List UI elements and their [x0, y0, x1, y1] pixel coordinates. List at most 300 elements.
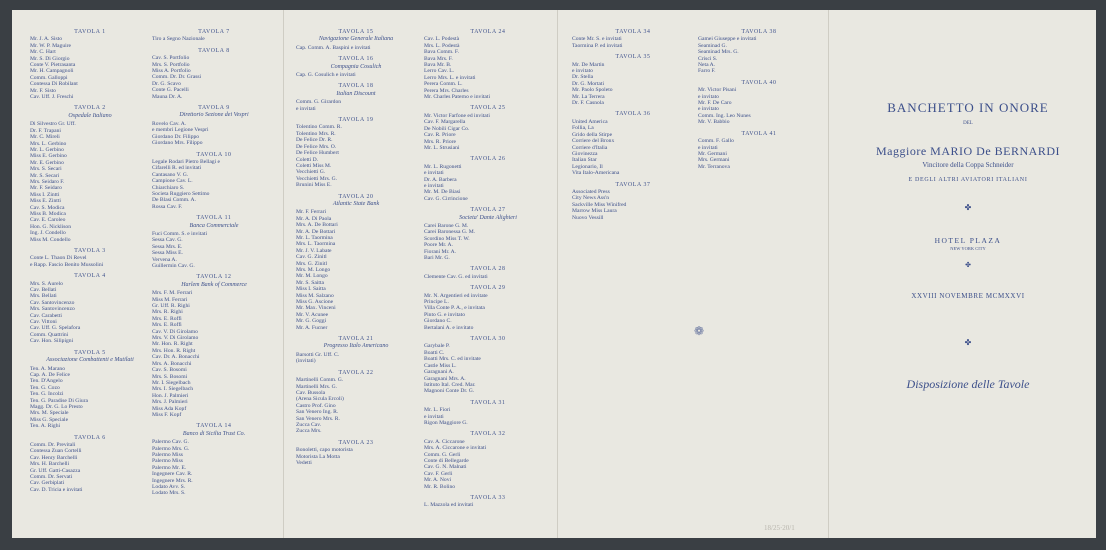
- guest-name: Ten. G. Cozo: [30, 384, 60, 391]
- guest-name: Mr. E. Gerbino: [30, 159, 64, 166]
- cover-venue: HOTEL PLAZA: [934, 236, 1002, 245]
- guest-name: Ingegnere Cav. R.: [152, 471, 193, 478]
- guest-name: Conte V. Pietrasanta: [30, 62, 76, 69]
- guest-name: Mrs. H. Barchelli: [30, 461, 70, 468]
- guest-name: Coletti Miss M.: [296, 162, 332, 169]
- guest-name: Mr. J. V. Labate: [296, 247, 332, 254]
- guest-name: Zucca Mrs.: [296, 428, 322, 435]
- guest-name: Chiarchiaro S.: [152, 184, 185, 191]
- guest-name: Mrs. V. Di Girolamo: [152, 335, 199, 342]
- table-heading: TAVOLA 9: [198, 105, 230, 112]
- table-heading: TAVOLA 31: [470, 399, 506, 406]
- guest-name: Mrs. R. Righi: [152, 309, 183, 316]
- guest-name: Gr. Uff. R. Righi: [152, 303, 190, 310]
- guest-name: Giordano Mrs. Filippo: [152, 140, 203, 147]
- guest-name: Comm. G. Girardon: [296, 99, 342, 106]
- guest-name: Sessa Cav. G.: [152, 237, 183, 244]
- cover-subtitle: Vincitore della Coppa Schneider: [922, 161, 1014, 169]
- cover-city: NEW YORK CITY: [950, 246, 986, 251]
- guest-name: Palermo Cav. G.: [152, 439, 189, 446]
- guest-name: Mr. W. P. Maguire: [30, 42, 72, 49]
- guest-name: Barsotti Gr. Uff. C.: [296, 351, 340, 358]
- guest-name: Dr. F. Trapani: [30, 127, 61, 134]
- guest-name: Miss G. Ascione: [296, 299, 334, 306]
- guest-name: Mr. L. Taormina: [296, 234, 333, 241]
- guest-name: Miss B. Modica: [30, 210, 66, 217]
- guest-name: Mrs. S. Bosomi: [152, 373, 188, 380]
- table-column-3: [296, 24, 416, 466]
- guest-name: San Venero Mrs. R.: [296, 415, 340, 422]
- guest-name: Sackville Miss Winifred: [572, 201, 627, 208]
- guest-name: Mr. C. Mireli: [30, 134, 60, 141]
- guest-name: Mr. Victor Pisani: [698, 87, 737, 94]
- table-heading: TAVOLA 11: [196, 215, 232, 222]
- guest-name: Mrs. J. Palmieri: [152, 399, 188, 406]
- guest-name: Villa Conte P. A., e invitata: [424, 305, 485, 312]
- guest-name: Comm. G. Gerli: [424, 451, 461, 458]
- guest-name: Associated Press: [572, 188, 610, 195]
- guest-name: Perera Comm. L.: [424, 81, 463, 88]
- guest-name: Comm. F. Gallo: [698, 138, 734, 145]
- guest-name: Contessa Zuan Cortelli: [30, 448, 82, 455]
- table-heading: TAVOLA 34: [615, 29, 651, 35]
- table-heading: TAVOLA 38: [741, 29, 777, 35]
- guest-name: Mrs. I. Siegelbach: [152, 386, 194, 393]
- table-heading: TAVOLA 41: [741, 130, 777, 137]
- guest-name: Mr. H. Campagnoli: [30, 68, 74, 75]
- guest-name: Mrs. S. Aurelo: [30, 280, 63, 287]
- guest-name: Mr. A. Di Paola: [296, 215, 332, 222]
- guest-name: Tolentino Mrs. R.: [296, 130, 336, 137]
- guest-name: Palermo Miss: [152, 451, 183, 458]
- table-sponsor: Progresso Italo Americano: [323, 343, 389, 350]
- table-heading: TAVOLA 28: [470, 266, 506, 273]
- guest-name: De Felice Humbert: [296, 150, 339, 157]
- guest-name: Tiro a Segno Nazionale: [152, 36, 205, 43]
- guest-name: Miss E. Gerbino: [30, 153, 67, 160]
- guest-name: Bonoletti, capo motorista: [296, 447, 353, 454]
- guest-name: Comm. Dr. Previtali: [30, 441, 76, 448]
- guest-name: Corriere d'Italia: [572, 144, 608, 151]
- guest-name: Hon. J. Palmieri: [152, 392, 189, 399]
- guest-name: Comm. Dr. Servati: [30, 474, 73, 480]
- cover-del: DEL: [963, 121, 973, 126]
- cover-subtitle-2: E DEGLI ALTRI AVIATORI ITALIANI: [908, 177, 1028, 183]
- table-sponsor: Associazione Combattenti e Mutilati: [46, 357, 134, 364]
- guest-name: Grido della Stirpe: [572, 131, 613, 138]
- guest-name: Mrs. A. Bonacchi: [152, 360, 192, 367]
- guest-name: Bava Mrs. F.: [424, 55, 453, 62]
- guest-name: Mr. Paolo Spoleto: [572, 87, 613, 94]
- table-heading: TAVOLA 19: [338, 117, 374, 124]
- guest-name: Mrs. Seidaro F.: [30, 178, 65, 185]
- table-heading: TAVOLA 29: [470, 285, 506, 292]
- guest-name: Istituto Ital. Cred. Mar.: [424, 381, 476, 388]
- guest-name: Seaminad Mrs. G.: [698, 49, 739, 56]
- table-heading: TAVOLA 35: [615, 54, 651, 61]
- guest-name: Mr. L. Gerbino: [30, 146, 64, 153]
- guest-name: Dr. G. Mortati: [572, 80, 605, 87]
- guest-name: Cav. E. Caroleo: [30, 217, 66, 224]
- table-heading: TAVOLA 36: [615, 111, 651, 118]
- table-sponsor: Banca Commerciale: [189, 222, 239, 229]
- guest-name: Mr. L. Fiori: [424, 407, 451, 414]
- table-heading: TAVOLA 18: [338, 83, 374, 90]
- table-heading: TAVOLA 12: [196, 274, 232, 281]
- guest-name: Mr. Hon. R. Right: [152, 341, 193, 348]
- guest-name: Giordano C.: [424, 318, 452, 325]
- table-column-4: [424, 24, 552, 509]
- guest-name: Bari Mr. G.: [424, 255, 450, 261]
- guest-name: Cap. A. De Felice: [30, 371, 70, 378]
- table-column-2: [152, 24, 276, 497]
- guest-name: Mr. Max. Vinceni: [296, 305, 336, 312]
- table-heading: TAVOLA 6: [74, 434, 106, 441]
- guest-name: Bava Comm. F.: [424, 49, 459, 56]
- table-heading: TAVOLA 7: [198, 29, 230, 35]
- guest-name: Italian Star: [572, 157, 597, 164]
- guest-name: De Felice Dr. R.: [296, 137, 333, 144]
- table-sponsor: Harlem Bank of Commerce: [181, 281, 247, 288]
- guest-name: Hon. G. Nicklison: [30, 223, 72, 230]
- table-sponsor: Italian Discount: [336, 90, 376, 97]
- guest-name: e invitati: [424, 413, 444, 420]
- guest-name: Legale Rodari Pietro Bellagi e: [152, 158, 221, 165]
- guest-name: De Blasi Comm. A.: [152, 197, 196, 204]
- guest-name: Scordino Miss T. W.: [424, 235, 470, 242]
- ornament-icon: ✤: [964, 203, 972, 212]
- cover-honoree: Maggiore MARIO De BERNARDI: [876, 144, 1060, 158]
- guest-name: Mr. S. Saitta: [296, 279, 324, 286]
- guest-name: Mr. F. De Caro: [698, 100, 732, 107]
- guest-name: Miss E. Zintti: [30, 198, 61, 205]
- guest-name: Cav. V. Di Girolamo: [152, 328, 198, 335]
- guest-name: Magnoni Conte Dr. G.: [424, 388, 475, 395]
- guest-name: Boatti Mrs. C. ed invitate: [424, 356, 481, 363]
- table-heading: TAVOLA 21: [338, 336, 374, 343]
- guest-name: United America: [572, 118, 608, 125]
- guest-name: Mr. C. Hart: [30, 49, 56, 56]
- guest-name: Cav. Hon. Silipigni: [30, 338, 74, 345]
- table-heading: TAVOLA 40: [741, 79, 777, 86]
- guest-name: Cav. G. N. Malnati: [424, 464, 467, 471]
- table-heading: TAVOLA 22: [338, 369, 374, 376]
- guest-name: Fiorani Mr. A.: [424, 248, 457, 255]
- guest-name: Mrs. Hon. R. Right: [152, 347, 196, 354]
- cover-panel: [840, 10, 1096, 538]
- guest-name: Perera Mrs. Charles: [424, 87, 469, 94]
- table-heading: TAVOLA 33: [470, 495, 506, 501]
- guest-name: Mr. A. De Bottari: [296, 228, 336, 235]
- guest-name: Cap. Comm. A. Baspini e invitati: [296, 44, 371, 51]
- guest-name: Vervena A.: [152, 256, 177, 263]
- guest-name: Mr. N. Argentieri ed invitate: [424, 292, 488, 299]
- guest-name: Motorista La Motta: [296, 453, 340, 460]
- guest-name: (Arena Sicula Ercoli): [296, 396, 344, 403]
- guest-name: e invitato: [698, 106, 719, 113]
- guest-name: Coletti D.: [296, 156, 319, 163]
- guest-name: Clemente Cav. G. ed invitati: [424, 273, 488, 280]
- table-heading: TAVOLA 27: [470, 207, 506, 214]
- guest-name: Neta A.: [698, 62, 716, 69]
- table-heading: TAVOLA 8: [198, 47, 230, 54]
- guest-name: Cav. S. Bosomi: [152, 367, 187, 374]
- guest-name: Mr. I. Siegelbach: [152, 379, 191, 386]
- guest-name: Pinto G. e invitato: [424, 311, 466, 318]
- guest-name: Cav. D. Tricia e invitati: [30, 486, 83, 493]
- table-heading: TAVOLA 37: [615, 181, 651, 188]
- guest-name: Lodato Mrs. S.: [152, 490, 186, 497]
- guest-name: Comm. Dr. Dr. Grassi: [152, 74, 202, 81]
- guest-name: Poore Mr. A.: [424, 242, 453, 249]
- guest-name: Mrs. Germani: [698, 157, 730, 164]
- guest-name: Cav. Henry Barchelli: [30, 454, 78, 461]
- guest-name: Zucca Cav.: [296, 421, 322, 428]
- table-heading: TAVOLA 14: [196, 423, 232, 430]
- guest-name: Miss M. Condello: [30, 236, 71, 243]
- guest-name: Follia, La: [572, 125, 594, 132]
- guest-name: Miss F. Kopf: [152, 411, 182, 418]
- guest-name: Mr. A. Novi: [424, 477, 452, 484]
- guest-name: Conte L. Thaon Di Revel: [30, 255, 87, 262]
- guest-name: Mrs. Santovincenzo: [30, 306, 75, 313]
- guest-name: Mrs. E. Roffi: [152, 322, 182, 329]
- guest-name: Rossa Cav. F.: [152, 203, 183, 210]
- guest-name: Ten. D'Angelo: [30, 378, 63, 385]
- guest-name: Comm. Galloppi: [30, 74, 68, 81]
- table-sponsor: Direttorio Sezione dei Vespri: [179, 112, 249, 119]
- guest-name: Cav. Dr. A. Bonacchi: [152, 354, 200, 361]
- guest-name: Garagnani Mrs. A.: [424, 375, 466, 382]
- fold-line: [828, 10, 829, 538]
- guest-name: e Rapp. Fascio Benito Mussolini: [30, 261, 104, 268]
- guest-name: Miss I. Zintti: [30, 191, 60, 198]
- guest-name: City News Ass'n: [572, 195, 610, 202]
- guest-name: Comm. Ing. Leo Nunes: [698, 112, 751, 119]
- guest-name: Miss I. Saitta: [296, 286, 326, 293]
- guest-name: Mr. F. Seidaro: [30, 185, 62, 192]
- table-sponsor: Atlantic State Bank: [332, 200, 380, 207]
- guest-name: Cav. Uff. J. Freschi: [30, 94, 74, 101]
- table-column-1: [30, 24, 150, 493]
- guest-name: Mr. G. Goggi: [296, 318, 327, 325]
- table-heading: TAVOLA 32: [470, 431, 506, 438]
- guest-name: Cav. Uff. G. Spelafora: [30, 325, 81, 332]
- guest-name: Garagnani A.: [424, 369, 454, 376]
- guest-name: Magg. Dr. G. Lo Presto: [30, 403, 83, 410]
- guest-name: Vedetti: [296, 459, 312, 466]
- guest-name: Mr. S. Di Giorgio: [30, 55, 70, 62]
- guest-name: Martinelli Comm. G.: [296, 377, 344, 384]
- table-heading: TAVOLA 23: [338, 439, 374, 446]
- guest-name: Cav. Bussola: [296, 389, 326, 396]
- guest-name: e invitati: [424, 170, 444, 177]
- guest-name: Taormina P. ed invitati: [572, 42, 623, 49]
- guest-name: Lodato Avv. S.: [152, 484, 186, 490]
- guest-name: Mr. L. Strusiani: [424, 144, 460, 151]
- table-sponsor: Banco di Sicilia Trust Co.: [182, 430, 246, 437]
- guest-name: San Venero Ing. R.: [296, 409, 339, 416]
- guest-name: Contessa Di Robilant: [30, 81, 78, 88]
- guest-name: Gr. Uff. Gatti-Casazza: [30, 467, 81, 474]
- table-heading: TAVOLA 20: [338, 193, 374, 200]
- guest-name: Gamei Giuseppe e invitati: [698, 36, 757, 43]
- guest-name: Mrs. A. Ciccarone e invitati: [424, 445, 487, 452]
- guest-name: Mr. De Martin: [572, 61, 605, 68]
- guest-name: e invitato: [698, 93, 719, 100]
- guest-name: Cav. R. Priore: [424, 132, 456, 139]
- guest-name: Farro F.: [698, 68, 716, 75]
- guest-name: Ten. G. Paradise Di Giura: [30, 397, 89, 404]
- guest-name: e invitati: [698, 144, 718, 151]
- guest-name: Martinelli Mrs. G.: [296, 383, 338, 390]
- guest-name: Mrs. L. Gerbino: [30, 140, 67, 147]
- guest-name: Cav. F. Margarella: [424, 119, 466, 126]
- table-sponsor: Compagnia Cosulich: [330, 63, 382, 70]
- guest-name: Mrs. F. M. Ferrari: [152, 290, 193, 297]
- table-column-6: [698, 24, 820, 170]
- table-column-5: [572, 24, 694, 221]
- guest-name: Mrs. A. De Bottari: [296, 222, 338, 229]
- guest-name: Bertalani A. e invitato: [424, 324, 474, 331]
- table-heading: TAVOLA 1: [74, 29, 106, 35]
- guest-name: Mrs. M. Speciale: [30, 410, 69, 417]
- guest-name: Boatti C.: [424, 349, 445, 356]
- guest-name: Cav. S. Modica: [30, 204, 65, 211]
- guest-name: Miss M. Ferrari: [152, 296, 188, 303]
- guest-name: Cav. S. Portfolio: [152, 55, 190, 62]
- guest-name: Palermo Mr. E.: [152, 464, 187, 471]
- guest-name: Principe L.: [424, 299, 449, 306]
- guest-name: Miss G. Speciale: [30, 416, 69, 423]
- cover-date: XXVIII NOVEMBRE MCMXXVI: [911, 292, 1025, 300]
- guest-name: Vecchietti Mrs. G.: [296, 175, 338, 182]
- cover-title: BANCHETTO IN ONORE: [887, 100, 1049, 115]
- table-heading: TAVOLA 30: [470, 336, 506, 343]
- ornament-icon: ✤: [964, 338, 972, 347]
- guest-name: Carei Barone G. M.: [424, 222, 469, 229]
- guest-name: Cifarelli R. ed invitati: [152, 165, 202, 172]
- guest-name: Mr. F. Ferrari: [296, 209, 327, 216]
- guest-name: Mr. S. Secari: [30, 172, 60, 179]
- table-heading: TAVOLA 2: [74, 105, 106, 112]
- guest-name: Rigon Maggiore G.: [424, 419, 468, 426]
- guest-name: Mr. L. Rugonetti: [424, 163, 462, 170]
- guest-name: Lerro Mrs. L. e invitati: [424, 74, 476, 81]
- guest-name: Miss M. Salzano: [296, 292, 334, 299]
- guest-name: Cav. Vittoni: [30, 319, 57, 326]
- menu-sheet: [12, 10, 1096, 538]
- guest-name: Mrs. R. Priore: [424, 138, 457, 145]
- guest-name: e invitati: [424, 182, 444, 189]
- guest-name: Mr. A. Fucner: [296, 324, 328, 331]
- guest-name: Cav. Santovincenzo: [30, 299, 75, 306]
- guest-name: Mrs. Bellati: [30, 293, 57, 300]
- guest-name: Miss Ada Kopf: [152, 405, 187, 412]
- guest-name: Ten. A. Righi: [30, 423, 61, 430]
- guest-name: Conte G. Pacelli: [152, 87, 189, 94]
- table-sponsor: Navigazione Generale Italiana: [318, 36, 394, 43]
- guest-name: (invitati): [296, 358, 316, 365]
- guest-name: Mrs. E. Roffi: [152, 315, 182, 322]
- guest-name: e invitati: [296, 105, 316, 112]
- guest-name: Mrs. L. Taormina: [296, 241, 336, 248]
- guest-name: Mr. Terranova: [698, 163, 730, 170]
- guest-name: Sessa Miss E.: [152, 250, 183, 257]
- guest-name: Mr. J. A. Sisto: [30, 36, 63, 43]
- guest-name: Rovelo Cav. A.: [152, 120, 187, 127]
- guest-name: Dr. Stella: [572, 74, 594, 81]
- guest-name: Conte Mr. S. e invitati: [572, 36, 622, 43]
- guest-name: Bava Mr. B.: [424, 62, 452, 69]
- guest-name: Mr. Victor Farfone ed invitati: [424, 112, 490, 119]
- guest-name: L. Mazzola ed invitati: [424, 502, 474, 509]
- guest-name: Mrs. S. Secari: [30, 166, 62, 173]
- guest-name: Guillermin Cav. G.: [152, 263, 195, 269]
- guest-name: Cav. A. Ciccarone: [424, 438, 465, 445]
- guest-name: Nuovo Vessill: [572, 214, 604, 221]
- cover-heading: Disposizione delle Tavole: [906, 377, 1030, 391]
- table-heading: TAVOLA 3: [74, 248, 106, 254]
- guest-name: Cav. G. Cirrincione: [424, 195, 468, 202]
- guest-name: Seaminad G.: [698, 42, 727, 49]
- guest-name: Carei Baronessa G. M.: [424, 229, 476, 236]
- guest-name: Cap. G. Cosulich e invitati: [296, 72, 356, 79]
- table-sponsor: Ospedale Italiano: [68, 112, 112, 119]
- guest-name: Mr. F. Sisto: [30, 87, 56, 94]
- floral-ornament-icon: ❁: [694, 324, 705, 338]
- guest-name: Mauna Dr. A.: [152, 93, 183, 100]
- guest-name: Corriere del Bronx: [572, 138, 615, 145]
- guest-name: Marrow Miss Laura: [572, 208, 617, 215]
- guest-name: e membri Legione Vespri: [152, 127, 209, 134]
- guest-name: Sessa Mrs. E.: [152, 243, 183, 250]
- fold-line: [557, 10, 558, 538]
- fold-line: [283, 10, 284, 538]
- table-sponsor: Societa' Dante Alighieri: [459, 214, 517, 221]
- guest-name: Cav. Bellati: [30, 287, 57, 294]
- archive-stamp: 18/25·20/1: [764, 524, 795, 532]
- table-heading: TAVOLA 26: [470, 156, 506, 163]
- guest-name: Mr. R. Bolino: [424, 483, 456, 490]
- guest-name: Mrs. M. Longo: [296, 267, 331, 273]
- guest-name: Cav. G. Zinitl: [296, 254, 327, 261]
- guest-name: Palermo Miss: [152, 458, 183, 465]
- guest-name: Vita Italo-Americana: [572, 170, 620, 177]
- guest-name: Cantasano V. G.: [152, 171, 189, 178]
- guest-name: Cav. F. Gerli: [424, 470, 453, 477]
- guest-name: Castro Prof. Gino: [296, 402, 336, 409]
- guest-name: Mr. V. Acunee: [296, 311, 329, 318]
- guest-name: e invitato: [572, 68, 593, 75]
- guest-name: Mrs. L. Podestà: [424, 42, 460, 49]
- guest-name: Di Silvestro Gr. Uff.: [30, 121, 76, 128]
- guest-name: Giovinezza: [572, 150, 598, 157]
- guest-name: Ten. A. Marano: [30, 365, 66, 372]
- guest-name: Mr. M. De Biasi: [424, 189, 461, 196]
- table-heading: TAVOLA 10: [196, 151, 232, 158]
- guest-name: Cav. L. Podestà: [424, 36, 460, 43]
- guest-name: Mr. Germani: [698, 150, 727, 157]
- guest-name: Ten. G. Incolzi: [30, 391, 64, 398]
- guest-name: Mr. M. Longo: [296, 273, 328, 280]
- guest-name: Mr. La Terrera: [572, 93, 605, 100]
- guest-name: Cav. Carabetti: [30, 312, 62, 319]
- guest-name: Mr. Charles Paterno e invitati: [424, 94, 491, 101]
- table-heading: TAVOLA 16: [338, 56, 374, 63]
- guest-name: Legionario, Il: [572, 163, 603, 170]
- ornament-icon: ✤: [965, 261, 971, 269]
